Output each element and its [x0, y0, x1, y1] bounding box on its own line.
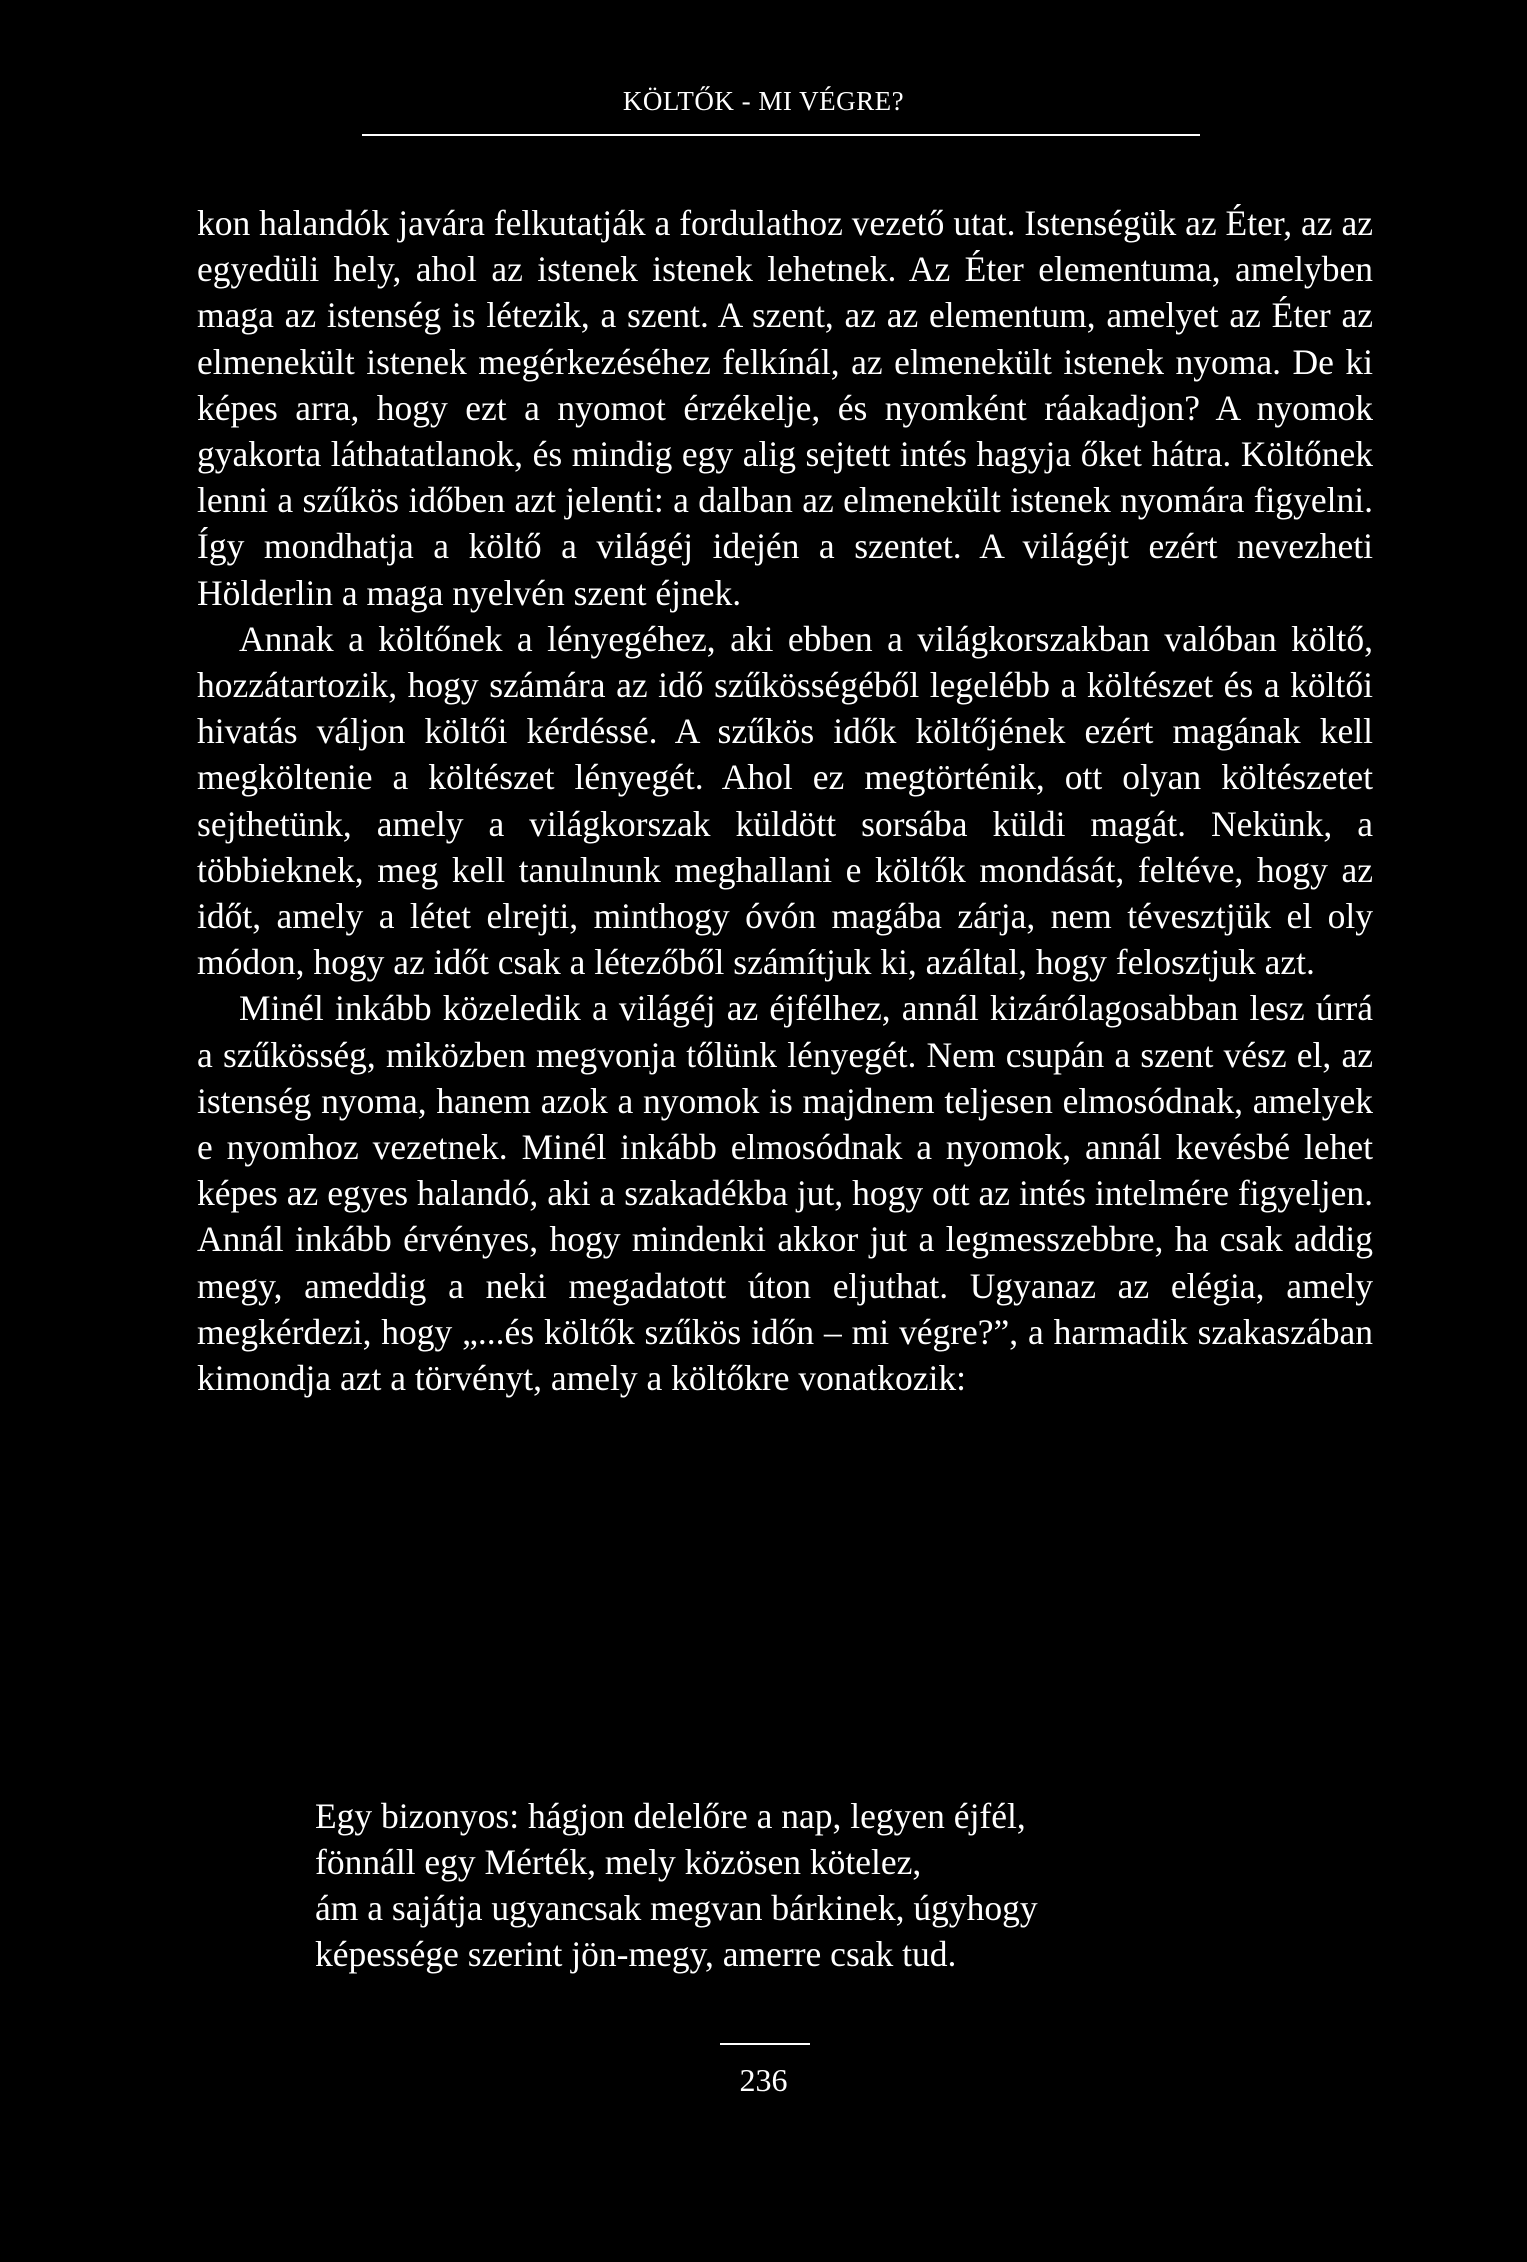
paragraph: kon halandók javára felkutatják a fordulathoz vezető utat. Istenségük az Éter, az az egyedüli hely, ahol az istenek istenek lehetnek. Az Éter elementuma, amelyben maga az istenség is létezik, a szent. A szent, az az elementum, amelyet az Éter az elmenekült istenek megérkezéséhez felkínál, az elmenekült istenek nyoma. De ki képes arra, hogy ezt a nyomot érzékelje, és nyomként ráakadjon? A nyomok gyakorta láthatatlanok, és mindig egy alig sejtett intés hagyja őket hátra. Költőnek lenni a szűkös időben azt jelenti: a dalban az elmenekült istenek nyomára figyelni. Így mondhatja a költő a világéj idején a szentet. A világéjt ezért nevezheti Hölderlin a maga nyelvén szent éjnek. — [197, 203, 1373, 613]
paragraph: Minél inkább közeledik a világéj az éjfélhez, annál kizárólagosabban lesz úrrá a szűkösség, miközben megvonja tőlünk lényegét. Nem csupán a szent vész el, az istenség nyoma, hanem azok a nyomok is majdnem teljesen elmosódnak, amelyek e nyomhoz vezetnek. Minél inkább elmosódnak a nyomok, annál kevésbé lehet képes az egyes halandó, aki a szakadékba jut, hogy ott az intés intelmére figyeljen. Annál inkább érvényes, hogy mindenki akkor jut a legmesszebbre, ha csak addig megy, ameddig a neki megadatott úton eljuthat. Ugyanaz az elégia, amely megkérdezi, hogy „...és költők szűkös időn – mi végre?”, a harmadik szakaszában kimondja azt a törvényt, amely a költőkre vonatkozik: — [197, 988, 1373, 1399]
header-rule — [362, 134, 1200, 136]
body-text — [197, 200, 1373, 1401]
poem-line: fönnáll egy Mérték, mely közösen kötelez, — [315, 1842, 922, 1882]
poem-line: Egy bizonyos: hágjon delelőre a nap, legyen éjfél, — [315, 1796, 1026, 1836]
poem-quote — [315, 1793, 1315, 1977]
page-number: 236 — [739, 2062, 788, 2098]
poem-line: ám a sajátja ugyancsak megvan bárkinek, úgyhogy — [315, 1888, 1038, 1928]
paragraph: Annak a költőnek a lényegéhez, aki ebben a világkorszakban valóban költő, hozzátartozik, hogy számára az idő szűkösségéből legelébb a költészet és a költői hivatás váljon költői kérdéssé. A szűkös idők költőjének ezért magának kell megköltenie a költészet lényegét. Ahol ez megtörténik, ott olyan költészetet sejthetünk, amely a világkorszak küldött sorsába küldi magát. Nekünk, a többieknek, meg kell tanulnunk meghallani e költők mondását, feltéve, hogy az időt, amely a létet elrejti, minthogy óvón magába zárja, nem tévesztjük el oly módon, hogy az időt csak a létezőből számítjuk ki, azáltal, hogy felosztjuk azt. — [197, 618, 1373, 983]
footer-rule — [720, 2043, 810, 2045]
poem-line: képessége szerint jön-megy, amerre csak tud. — [315, 1934, 957, 1974]
running-head: KÖLTŐK - MI VÉGRE? — [622, 86, 905, 116]
